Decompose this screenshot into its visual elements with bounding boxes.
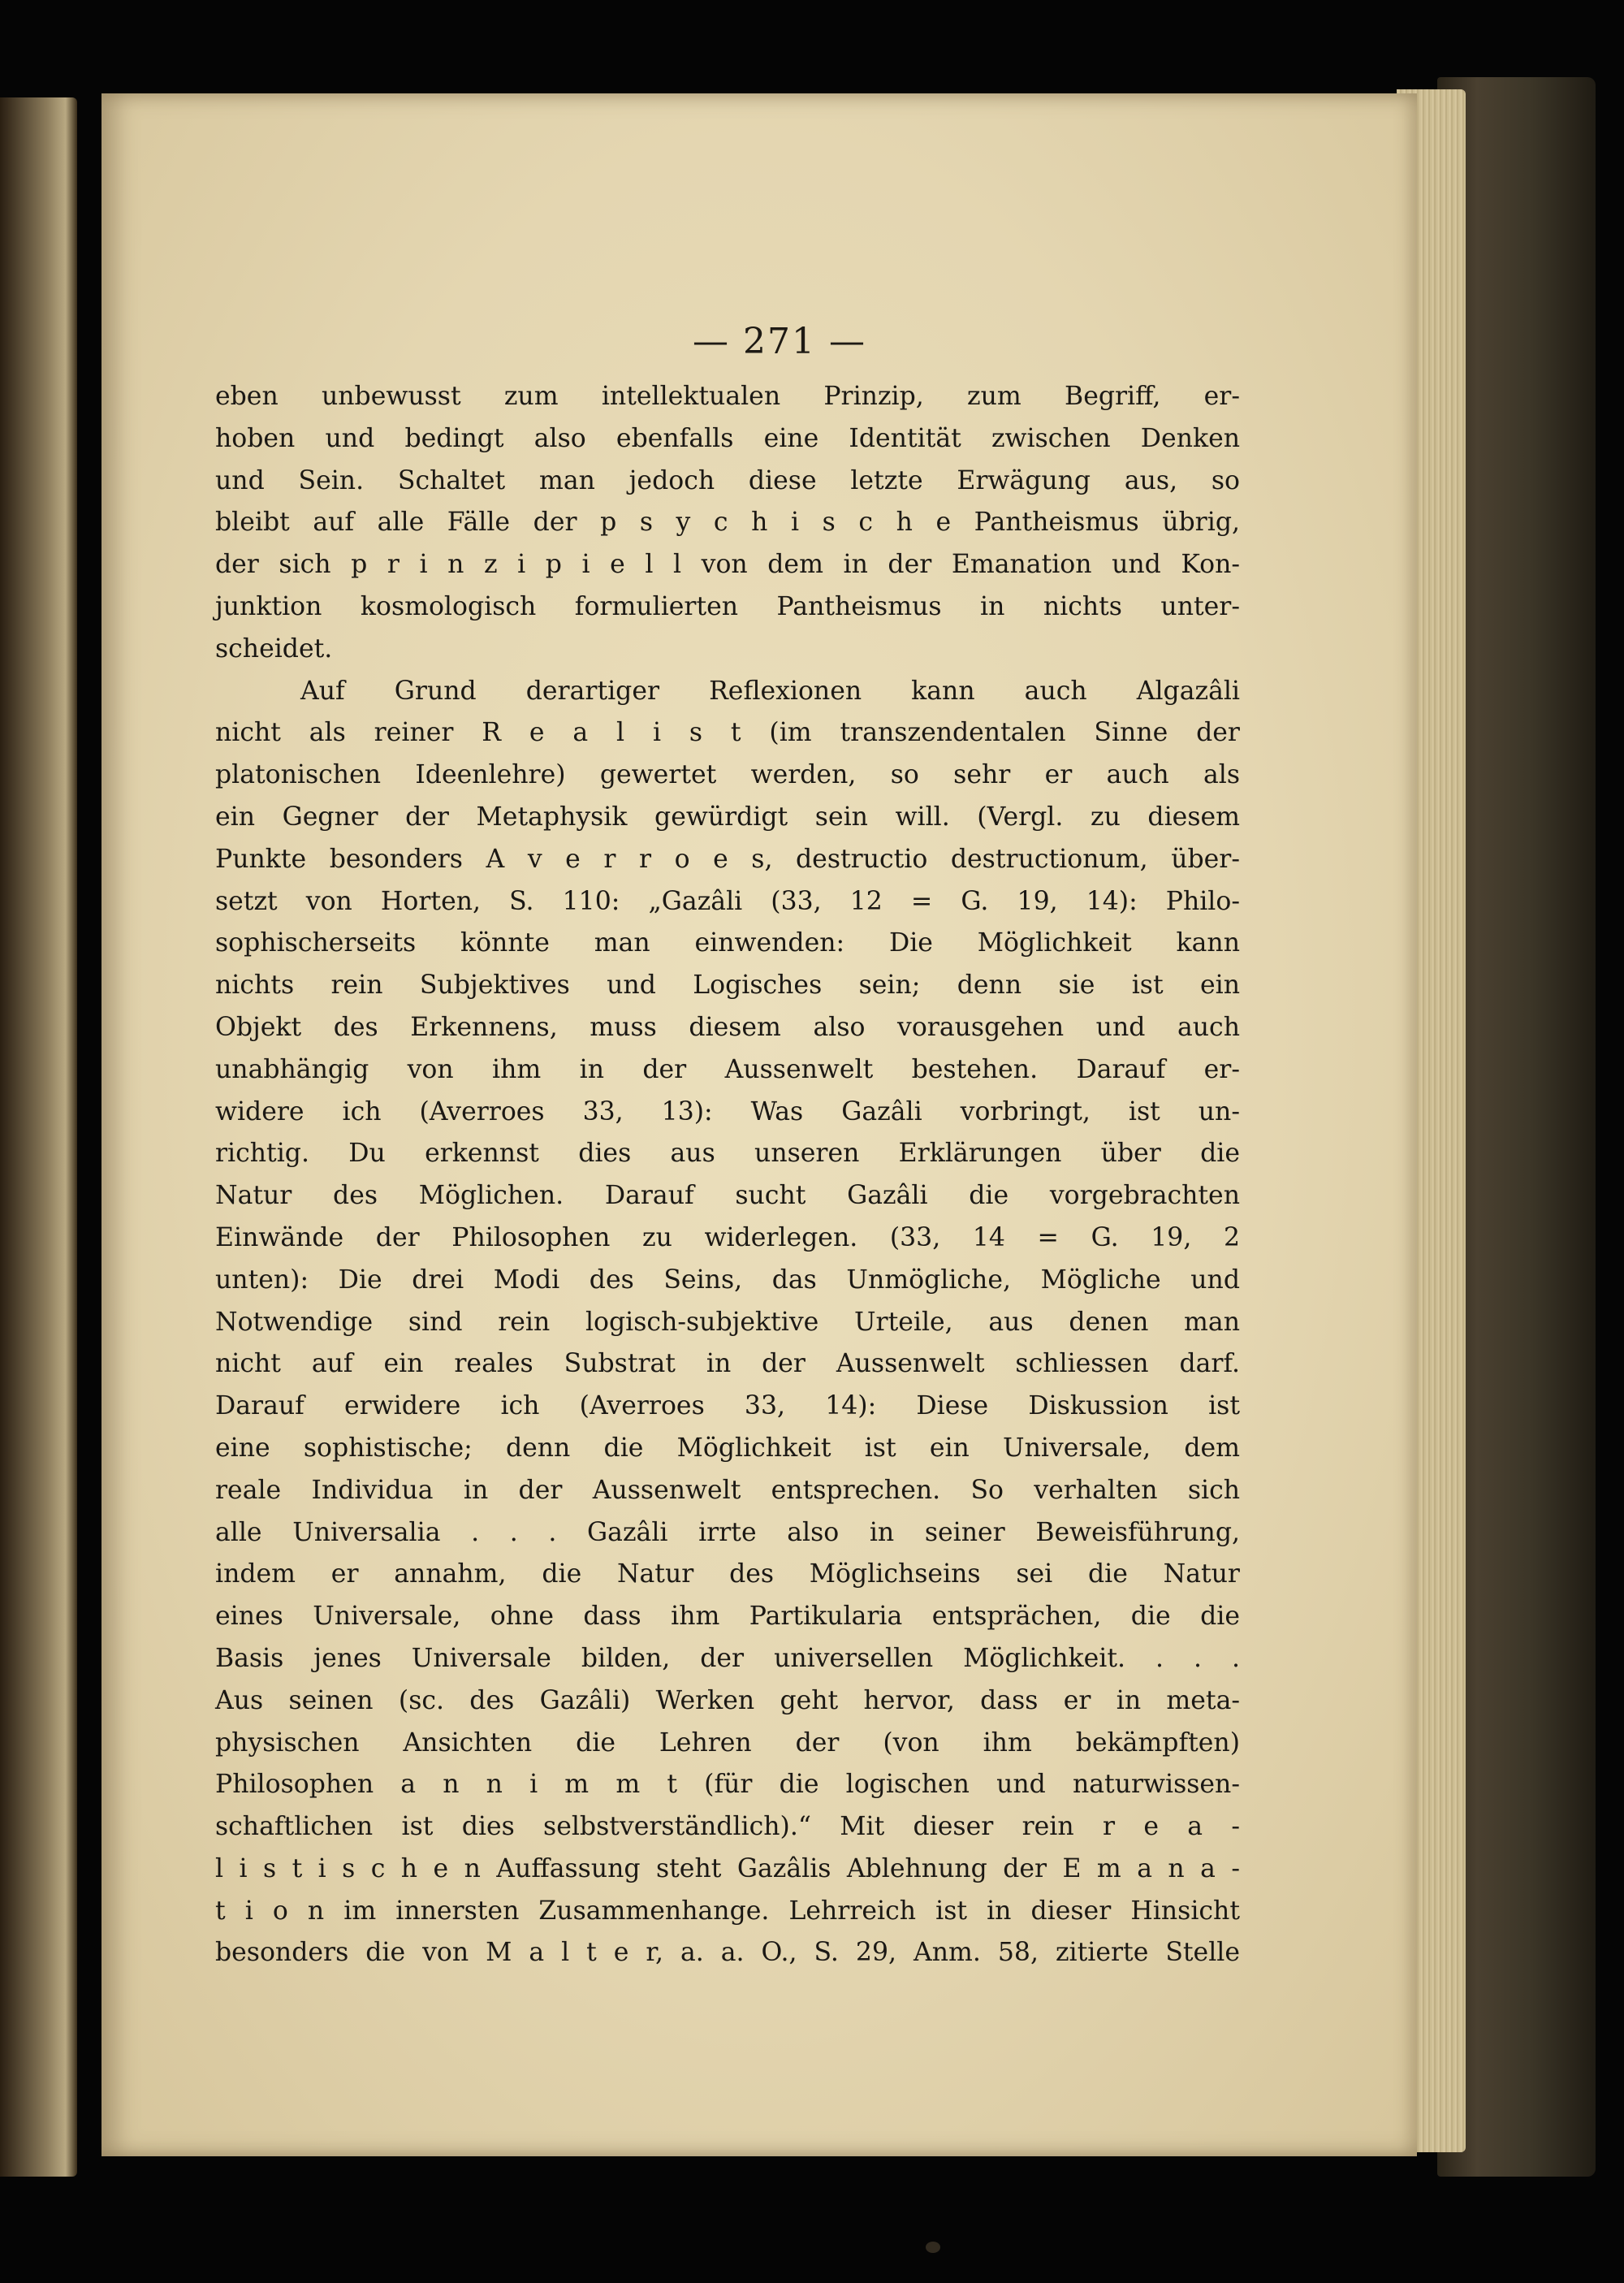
text-line: der sich p r i n z i p i e l l von dem in der Emanation und Kon- bbox=[215, 550, 1240, 580]
text-line: Auf Grund derartiger Reflexionen kann auch Algazâli bbox=[300, 676, 1240, 706]
text-line: unabhängig von ihm in der Aussenwelt bestehen. Darauf er- bbox=[215, 1054, 1240, 1084]
text-line: Notwendige sind rein logisch-subjektive Urteile, aus denen man bbox=[215, 1307, 1240, 1337]
text-line: nichts rein Subjektives und Logisches sein; denn sie ist ein bbox=[215, 971, 1240, 1001]
text-line: nicht als reiner R e a l i s t (im transzendentalen Sinne der bbox=[215, 718, 1240, 748]
text-line: alle Universalia . . . Gazâli irrte also in seiner Beweisführung, bbox=[215, 1517, 1240, 1547]
text-line: eines Universale, ohne dass ihm Partikularia entsprächen, die die bbox=[215, 1602, 1240, 1632]
text-line: physischen Ansichten die Lehren der (von ihm bekämpften) bbox=[215, 1727, 1240, 1758]
text-line: setzt von Horten, S. 110: „Gazâli (33, 12 = G. 19, 14): Philo- bbox=[215, 886, 1240, 916]
text-line: indem er annahm, die Natur des Möglichseins sei die Natur bbox=[215, 1559, 1240, 1589]
text-line: Basis jenes Universale bilden, der universellen Möglichkeit. . . . bbox=[215, 1643, 1240, 1673]
text-line: platonischen Ideenlehre) gewertet werden, so sehr er auch als bbox=[215, 760, 1240, 790]
text-line: reale Individua in der Aussenwelt entsprechen. So verhalten sich bbox=[215, 1475, 1240, 1505]
text-line: scheidet. bbox=[215, 633, 333, 664]
text-line: eben unbewusst zum intellektualen Prinzip, zum Begriff, er- bbox=[215, 382, 1240, 411]
text-line: eine sophistische; denn die Möglichkeit ist ein Universale, dem bbox=[215, 1433, 1240, 1463]
text-line: hoben und bedingt also ebenfalls eine Identität zwischen Denken bbox=[215, 423, 1240, 453]
text-line: Darauf erwidere ich (Averroes 33, 14): Diese Diskussion ist bbox=[215, 1391, 1240, 1421]
body-text bbox=[215, 376, 1240, 1974]
text-line: l i s t i s c h e n Auffassung steht Gazâlis Ablehnung der E m a n a - bbox=[215, 1853, 1240, 1883]
ink-speck bbox=[926, 2242, 940, 2253]
text-line: Punkte besonders A v e r r o e s, destructio destructionum, über- bbox=[215, 844, 1240, 874]
text-line: unten): Die drei Modi des Seins, das Unmögliche, Mögliche und bbox=[215, 1265, 1240, 1295]
text-line: ein Gegner der Metaphysik gewürdigt sein will. (Vergl. zu diesem bbox=[215, 802, 1240, 832]
text-line: bleibt auf alle Fälle der p s y c h i s c h e Pantheismus übrig, bbox=[215, 508, 1240, 538]
text-line: Objekt des Erkennens, muss diesem also vorausgehen und auch bbox=[215, 1012, 1240, 1042]
text-line: Natur des Möglichen. Darauf sucht Gazâli die vorgebrachten bbox=[215, 1181, 1240, 1211]
text-line: Einwände der Philosophen zu widerlegen. (33, 14 = G. 19, 2 bbox=[215, 1222, 1240, 1252]
text-line: widere ich (Averroes 33, 13): Was Gazâli vorbringt, ist un- bbox=[215, 1096, 1240, 1126]
text-line: junktion kosmologisch formulierten Pantheismus in nichts unter- bbox=[215, 591, 1240, 621]
book-page bbox=[102, 93, 1417, 2156]
text-line: t i o n im innersten Zusammenhange. Lehrreich ist in dieser Hinsicht bbox=[215, 1896, 1240, 1926]
text-line: Philosophen a n n i m m t (für die logischen und naturwissen- bbox=[215, 1770, 1240, 1800]
text-line: besonders die von M a l t e r, a. a. O., S. 29, Anm. 58, zitierte Stelle bbox=[215, 1938, 1240, 1968]
facing-page-edge bbox=[0, 97, 77, 2177]
text-line: Aus seinen (sc. des Gazâli) Werken geht hervor, dass er in meta- bbox=[215, 1685, 1240, 1715]
text-line: und Sein. Schaltet man jedoch diese letzte Erwägung aus, so bbox=[215, 465, 1240, 495]
text-line: nicht auf ein reales Substrat in der Aussenwelt schliessen darf. bbox=[215, 1349, 1240, 1379]
text-line: sophischerseits könnte man einwenden: Die Möglichkeit kann bbox=[215, 928, 1240, 958]
text-line: schaftlichen ist dies selbstverständlich).“ Mit dieser rein r e a - bbox=[215, 1812, 1240, 1842]
page-number: — 271 — bbox=[693, 321, 866, 362]
text-line: richtig. Du erkennst dies aus unseren Erklärungen über die bbox=[215, 1139, 1240, 1169]
